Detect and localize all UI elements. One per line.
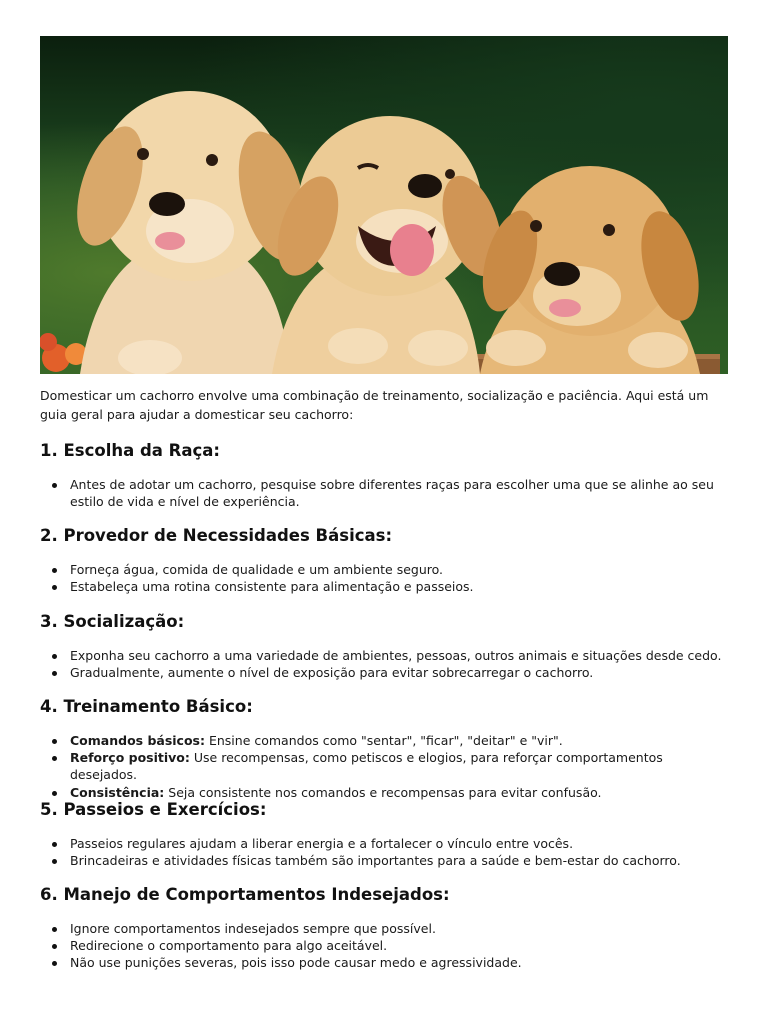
section-comportamentos-indesejados: [40, 884, 728, 972]
list-item: [40, 920, 728, 937]
list-item: [40, 852, 728, 869]
section-heading: 3. Socialização:: [40, 612, 185, 631]
section-escolha-da-raca: [40, 440, 728, 510]
section-passeios-exercicios: [40, 799, 728, 869]
bullet-list: [40, 920, 728, 972]
list-item: [40, 732, 728, 749]
list-item-text: Ensine comandos como "sentar", "ficar", "deitar" e "vir".: [205, 733, 563, 748]
list-item: [40, 937, 728, 954]
list-item: [40, 749, 728, 783]
list-item-text: Seja consistente nos comandos e recompensas para evitar confusão.: [164, 784, 602, 800]
list-item-text: Forneça água, comida de qualidade e um ambiente seguro.: [70, 562, 444, 577]
puppy-middle: [266, 116, 513, 374]
list-item-label: Consistência:: [70, 784, 165, 800]
list-item-text: Exponha seu cachorro a uma variedade de ambientes, pessoas, outros animais e situações desde cedo.: [70, 648, 722, 663]
section-treinamento-basico: [40, 696, 728, 801]
puppy-left: [64, 91, 317, 374]
section-heading: 1. Escolha da Raça:: [40, 441, 221, 460]
section-heading: 4. Treinamento Básico:: [40, 697, 253, 716]
puppies-photo: [40, 36, 728, 374]
list-item: [40, 664, 728, 681]
bullet-list: [40, 647, 728, 681]
list-item-text: Brincadeiras e atividades físicas também são importantes para a saúde e bem-estar do cachorro.: [70, 853, 681, 869]
list-item: [40, 647, 728, 664]
list-item-text: Passeios regulares ajudam a liberar energia e a fortalecer o vínculo entre vocês.: [70, 836, 574, 851]
bullet-list: [40, 476, 728, 510]
section-necessidades-basicas: [40, 525, 728, 595]
list-item: [40, 835, 728, 852]
list-item-text: Ignore comportamentos indesejados sempre que possível.: [70, 921, 436, 936]
list-item-text: Redirecione o comportamento para algo aceitável.: [70, 938, 388, 954]
list-item: [40, 561, 728, 578]
list-item: [40, 954, 728, 971]
bullet-list: [40, 732, 728, 801]
puppy-right: [473, 166, 709, 374]
list-item-text: Não use punições severas, pois isso pode causar medo e agressividade.: [70, 955, 522, 971]
list-item: [40, 578, 728, 595]
section-socializacao: [40, 611, 728, 681]
list-item-label: Reforço positivo:: [70, 750, 190, 766]
list-item-text: Gradualmente, aumente o nível de exposição para evitar sobrecarregar o cachorro.: [70, 665, 594, 681]
list-item-label: Comandos básicos:: [70, 733, 205, 748]
puppies-illustration: [40, 36, 728, 374]
intro-paragraph: Domesticar um cachorro envolve uma combinação de treinamento, socialização e paciência. Aqui está um guia geral para ajudar a domesticar seu cachorro:: [40, 388, 709, 422]
list-item-text: Estabeleça uma rotina consistente para alimentação e passeios.: [70, 579, 474, 595]
bullet-list: [40, 561, 728, 595]
section-heading: 2. Provedor de Necessidades Básicas:: [40, 526, 393, 545]
list-item-text: Antes de adotar um cachorro, pesquise sobre diferentes raças para escolher uma que se alinhe ao seu estilo de vida e nível de experiência.: [70, 477, 714, 510]
bullet-list: [40, 835, 728, 869]
section-heading: 6. Manejo de Comportamentos Indesejados:: [40, 885, 450, 904]
list-item: [40, 476, 728, 510]
list-item-text: Use recompensas, como petiscos e elogios, para reforçar comportamentos desejados.: [70, 750, 663, 783]
section-heading: 5. Passeios e Exercícios:: [40, 800, 267, 819]
